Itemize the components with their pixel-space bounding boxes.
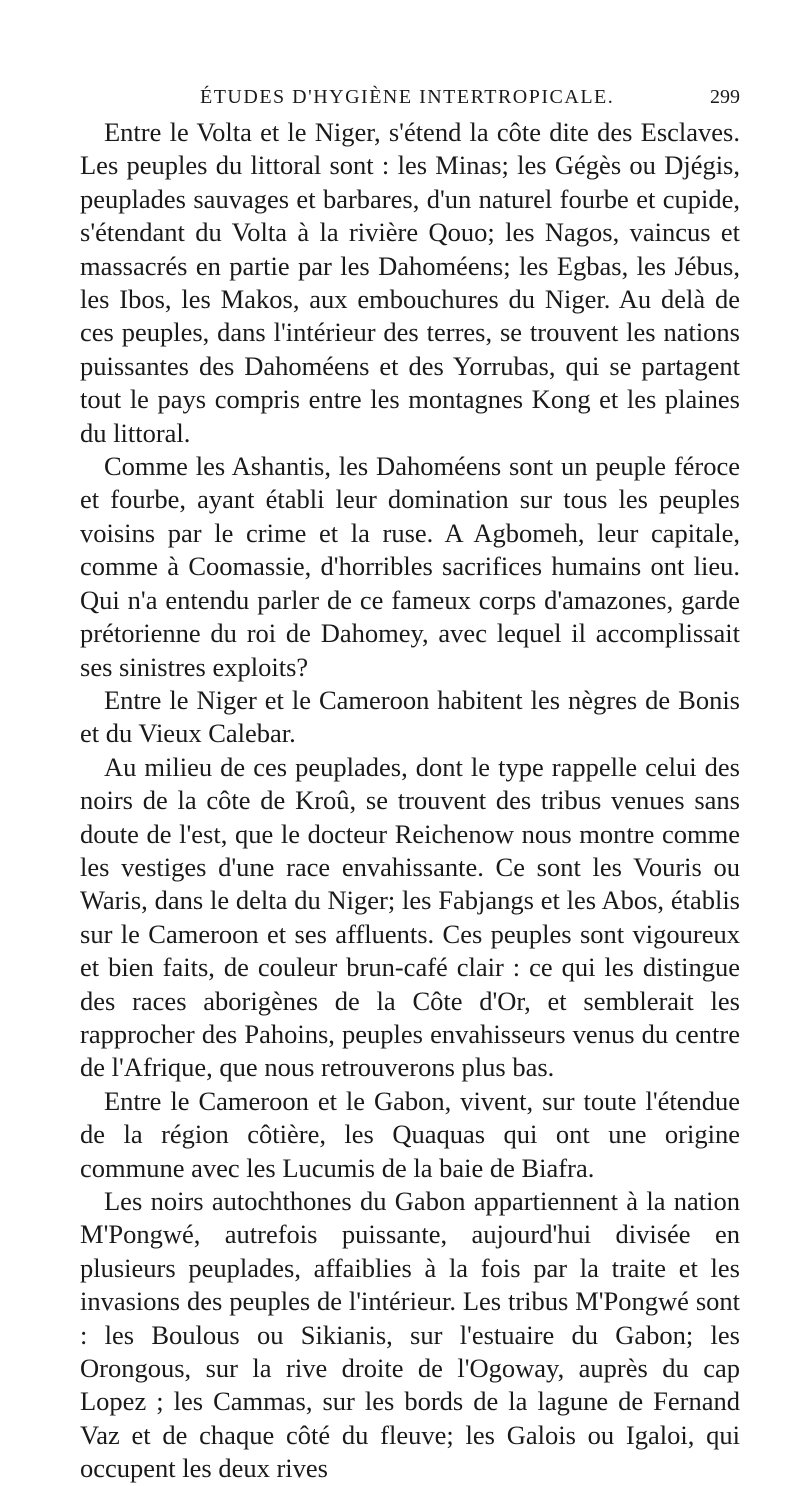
body-text (80, 116, 740, 1486)
paragraph-quaquas: Entre le Cameroon et le Gabon, vivent, sur toute l'étendue de la région côtière, les Quaquas qui ont une origine commune avec les Lucumis de la baie de Biafra. (80, 1085, 740, 1183)
page-header (80, 86, 740, 112)
page-number: 299 (710, 86, 740, 108)
paragraph-slave-coast: Entre le Volta et le Niger, s'étend la côte dite des Esclaves. Les peuples du littoral sont : les Minas; les Gégès ou Djégis, peuplades sauvages et barbares, d'un naturel fourbe et cupide, s'étendant du Volta à la rivière Qouo; les Nagos, vaincus et massacrés en partie par les Dahoméens; les Egbas, les Jébus, les Ibos, les Makos, aux embouchures du Niger. Au delà de ces peuples, dans l'intérieur des terres, se trouvent les nations puissantes des Dahoméens et des Yorrubas, qui se partagent tout le pays compris entre les montagnes Kong et les plaines du littoral. (80, 117, 740, 448)
paragraph-eastern-tribes: Au milieu de ces peuplades, dont le type rappelle celui des noirs de la côte de Kroû, se trouvent des tribus venues sans doute de l'est, que le docteur Reichenow nous montre comme les vestiges d'une race envahissante. Ce sont les Vouris ou Waris, dans le delta du Niger; les Fabjangs et les Abos, établis sur le Cameroon et ses affluents. Ces peuples sont vigoureux et bien faits, de couleur brun-café clair : ce qui les distingue des races aborigènes de la Côte d'Or, et semblerait les rapprocher des Pahoins, peuples envahisseurs venus du centre de l'Afrique, que nous retrouverons plus bas. (80, 751, 740, 1083)
paragraph-dahomeans: Comme les Ashantis, les Dahoméens sont un peuple féroce et fourbe, ayant établi leur domination sur tous les peuples voisins par le crime et la ruse. A Agbomeh, leur capitale, comme à Coomassie, d'horribles sacrifices humains ont lieu. Qui n'a entendu parler de ce fameux corps d'amazones, garde prétorienne du roi de Dahomey, avec lequel il accomplissait ses sinistres exploits? (80, 451, 740, 682)
running-title: ÉTUDES D'HYGIÈNE INTERTROPICALE. (200, 86, 615, 108)
paragraph-mpongwe: Les noirs autochthones du Gabon appartiennent à la nation M'Pongwé, autrefois puissante, aujourd'hui divisée en plusieurs peuplades, affaiblies à la fois par la traite et les invasions des peuples de l'intérieur. Les tribus M'Pongwé sont : les Boulous ou Sikianis, sur l'estuaire du Gabon; les Orongous, sur la rive droite de l'Ogoway, auprès du cap Lopez ; les Cammas, sur les bords de la lagune de Fernand Vaz et de chaque côté du fleuve; les Galois ou Igaloi, qui occupent les deux rives (80, 1186, 740, 1484)
paragraph-niger-cameroon: Entre le Niger et le Cameroon habitent les nègres de Bonis et du Vieux Calebar. (80, 684, 740, 749)
